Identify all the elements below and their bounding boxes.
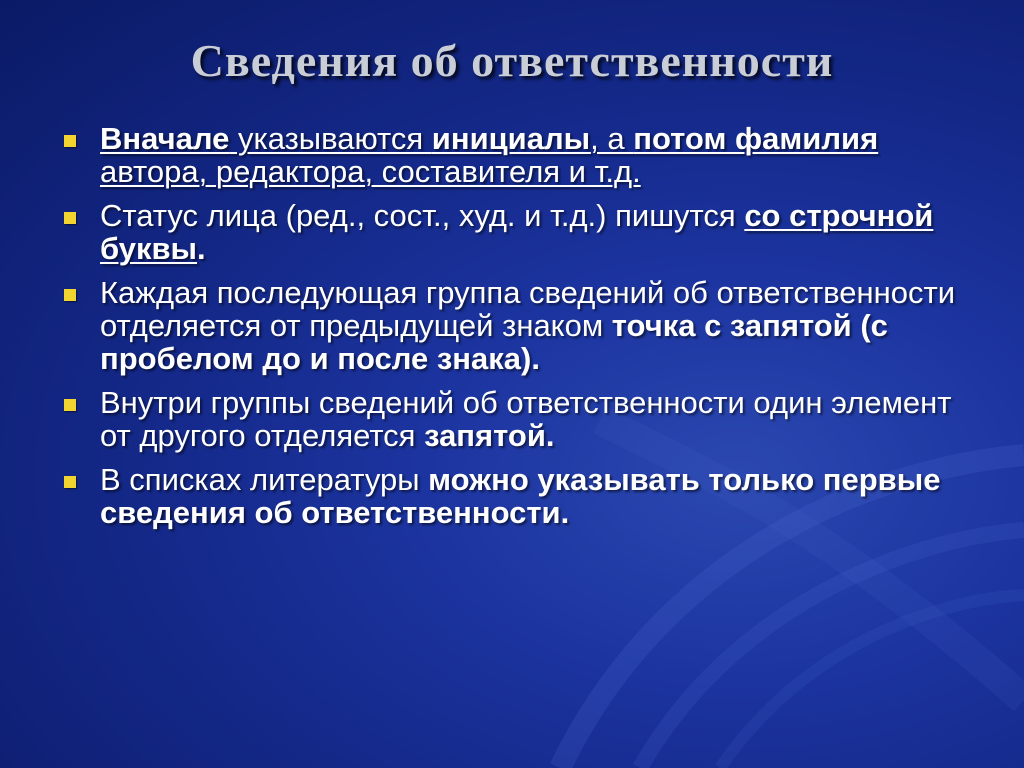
bullet-text-segment: потом фамилия bbox=[633, 121, 879, 156]
bullet-text-segment: со строчной буквы bbox=[100, 198, 934, 266]
bullet-text-segment: можно указывать только первые сведения об ответственности. bbox=[100, 462, 941, 530]
bullet-text-segment: Каждая последующая группа сведений об ответственности отделяется от предыдущей знаком bbox=[100, 275, 956, 343]
bullet-item bbox=[62, 122, 962, 188]
bullet-text-segment: Вначале bbox=[100, 121, 230, 156]
bullet-text-segment: Внутри группы сведений об ответственности один элемент от другого отделяется bbox=[100, 385, 952, 453]
bullet-text-segment: . bbox=[197, 231, 206, 266]
bullet-item bbox=[62, 386, 962, 452]
square-bullet-icon bbox=[64, 289, 76, 301]
bullet-text-segment: запятой. bbox=[424, 418, 555, 453]
slide-title: Сведения об ответственности bbox=[190, 35, 834, 86]
bullet-item bbox=[62, 199, 962, 265]
square-bullet-icon bbox=[64, 476, 76, 488]
bullet-item bbox=[62, 463, 962, 529]
bullet-text-segment: , а bbox=[590, 121, 634, 156]
bullet-text-segment: инициалы bbox=[431, 121, 591, 156]
square-bullet-icon bbox=[64, 135, 76, 147]
bullet-text-segment: В списках литературы bbox=[100, 462, 429, 497]
square-bullet-icon bbox=[64, 212, 76, 224]
square-bullet-icon bbox=[64, 399, 76, 411]
bullet-text-segment: Статус лица (ред., сост., худ. и т.д.) пишутся bbox=[100, 198, 745, 233]
bullet-text-segment: указываются bbox=[229, 121, 432, 156]
bullet-item bbox=[62, 276, 962, 375]
bullet-list bbox=[62, 122, 962, 540]
bullet-text-segment: точка с запятой (с пробелом до и после знака). bbox=[100, 308, 888, 376]
bullet-text-segment: автора, редактора, составителя и т.д. bbox=[100, 154, 641, 189]
